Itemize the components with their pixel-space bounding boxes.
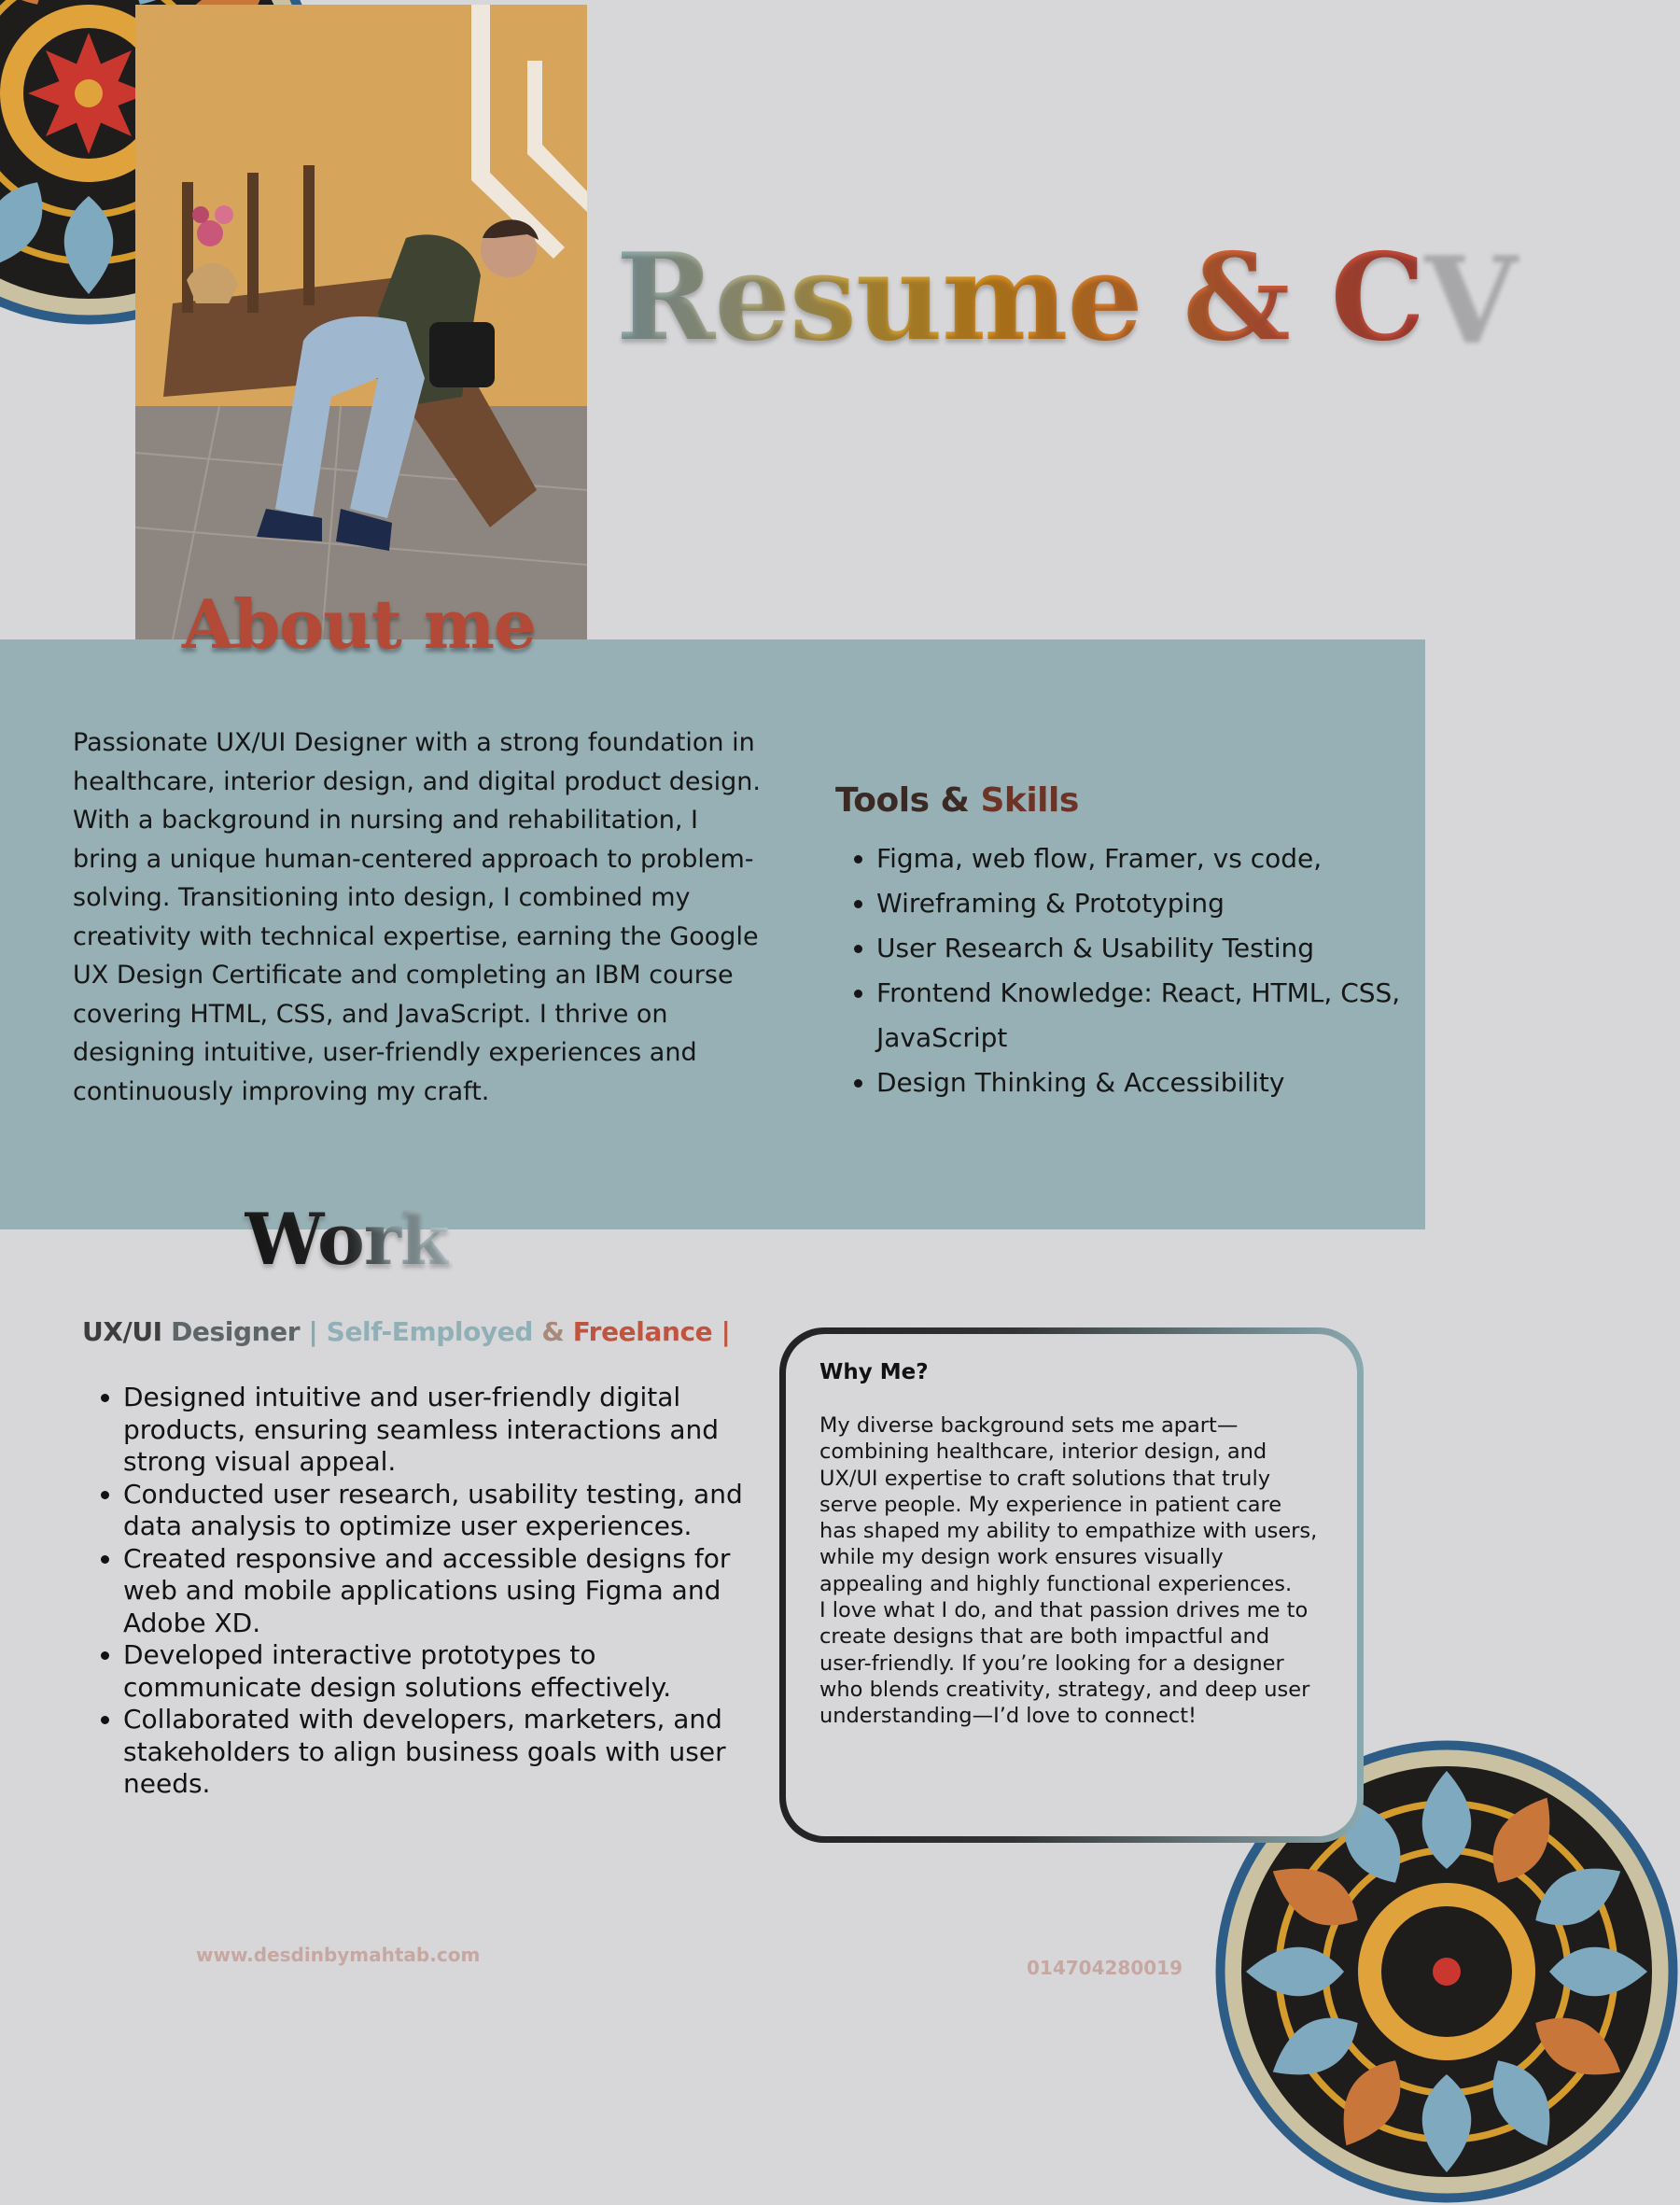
list-item: • Created responsive and accessible designs for web and mobile applications using Figma and Adobe XD.: [123, 1543, 777, 1640]
role-part: Self-Employed: [326, 1316, 542, 1347]
list-item: • Developed interactive prototypes to communicate design solutions effectively.: [123, 1639, 777, 1704]
list-item: • Collaborated with developers, marketers, and stakeholders to align business goals with user needs.: [123, 1704, 777, 1801]
why-me-card: [779, 1327, 1364, 1843]
role-separator: |: [712, 1316, 731, 1347]
role-separator: |: [300, 1316, 327, 1347]
list-item: • User Research & Usability Testing: [876, 926, 1464, 971]
role-part: Freelance: [572, 1316, 713, 1347]
about-heading: About me: [182, 584, 536, 664]
list-item: • Conducted user research, usability testing, and data analysis to optimize user experiences.: [123, 1479, 777, 1543]
role-part: UX/UI: [82, 1316, 172, 1347]
list-item: • Figma, web flow, Framer, vs code,: [876, 836, 1464, 881]
phone-number: 014704280019: [1027, 1957, 1183, 1979]
why-me-title: Why Me?: [819, 1360, 929, 1384]
work-heading: Work: [245, 1198, 449, 1281]
list-item: • Designed intuitive and user-friendly digital products, ensuring seamless interactions and strong visual appeal.: [123, 1382, 777, 1479]
why-me-body: My diverse background sets me apart—combining healthcare, interior design, and UX/UI expertise to craft solutions that truly serve people. My experience in patient care has shaped my ability to empathize with users, while my design work ensures visually appealing and highly functional experiences. I love what I do, and that passion drives me to create designs that are both impactful and user-friendly. If you’re looking for a designer who blends creativity, strategy, and deep user understanding—I’d love to connect!: [819, 1413, 1318, 1729]
job-role-line: [82, 1314, 730, 1350]
website-link[interactable]: www.desdinbymahtab.com: [196, 1944, 481, 1966]
list-item: • Wireframing & Prototyping: [876, 881, 1464, 926]
skills-heading-part: Skills: [980, 781, 1079, 820]
why-me-card-content: [786, 1334, 1357, 1836]
about-paragraph: Passionate UX/UI Designer with a strong foundation in healthcare, interior design, and digital product design. With a background in nursing and rehabilitation, I bring a unique human-centered approach to problem-solving. Transitioning into design, I combined my creativity with technical expertise, earning the Google UX Design Certificate and completing an IBM course covering HTML, CSS, and JavaScript. I thrive on designing intuitive, user-friendly experiences and continuously improving my craft.: [73, 728, 761, 1106]
list-item: • Frontend Knowledge: React, HTML, CSS, JavaScript: [876, 971, 1464, 1060]
role-part: Designer: [171, 1316, 301, 1347]
portrait-photo: [135, 5, 587, 639]
list-item: • Design Thinking & Accessibility: [876, 1060, 1464, 1105]
role-part: &: [541, 1316, 573, 1347]
page-title: Resume & CV: [616, 228, 1517, 368]
work-responsibilities-list: [82, 1382, 777, 1801]
tools-skills-heading: [835, 781, 1079, 820]
tools-heading-part: Tools &: [835, 781, 981, 820]
tools-skills-list: [835, 836, 1464, 1105]
